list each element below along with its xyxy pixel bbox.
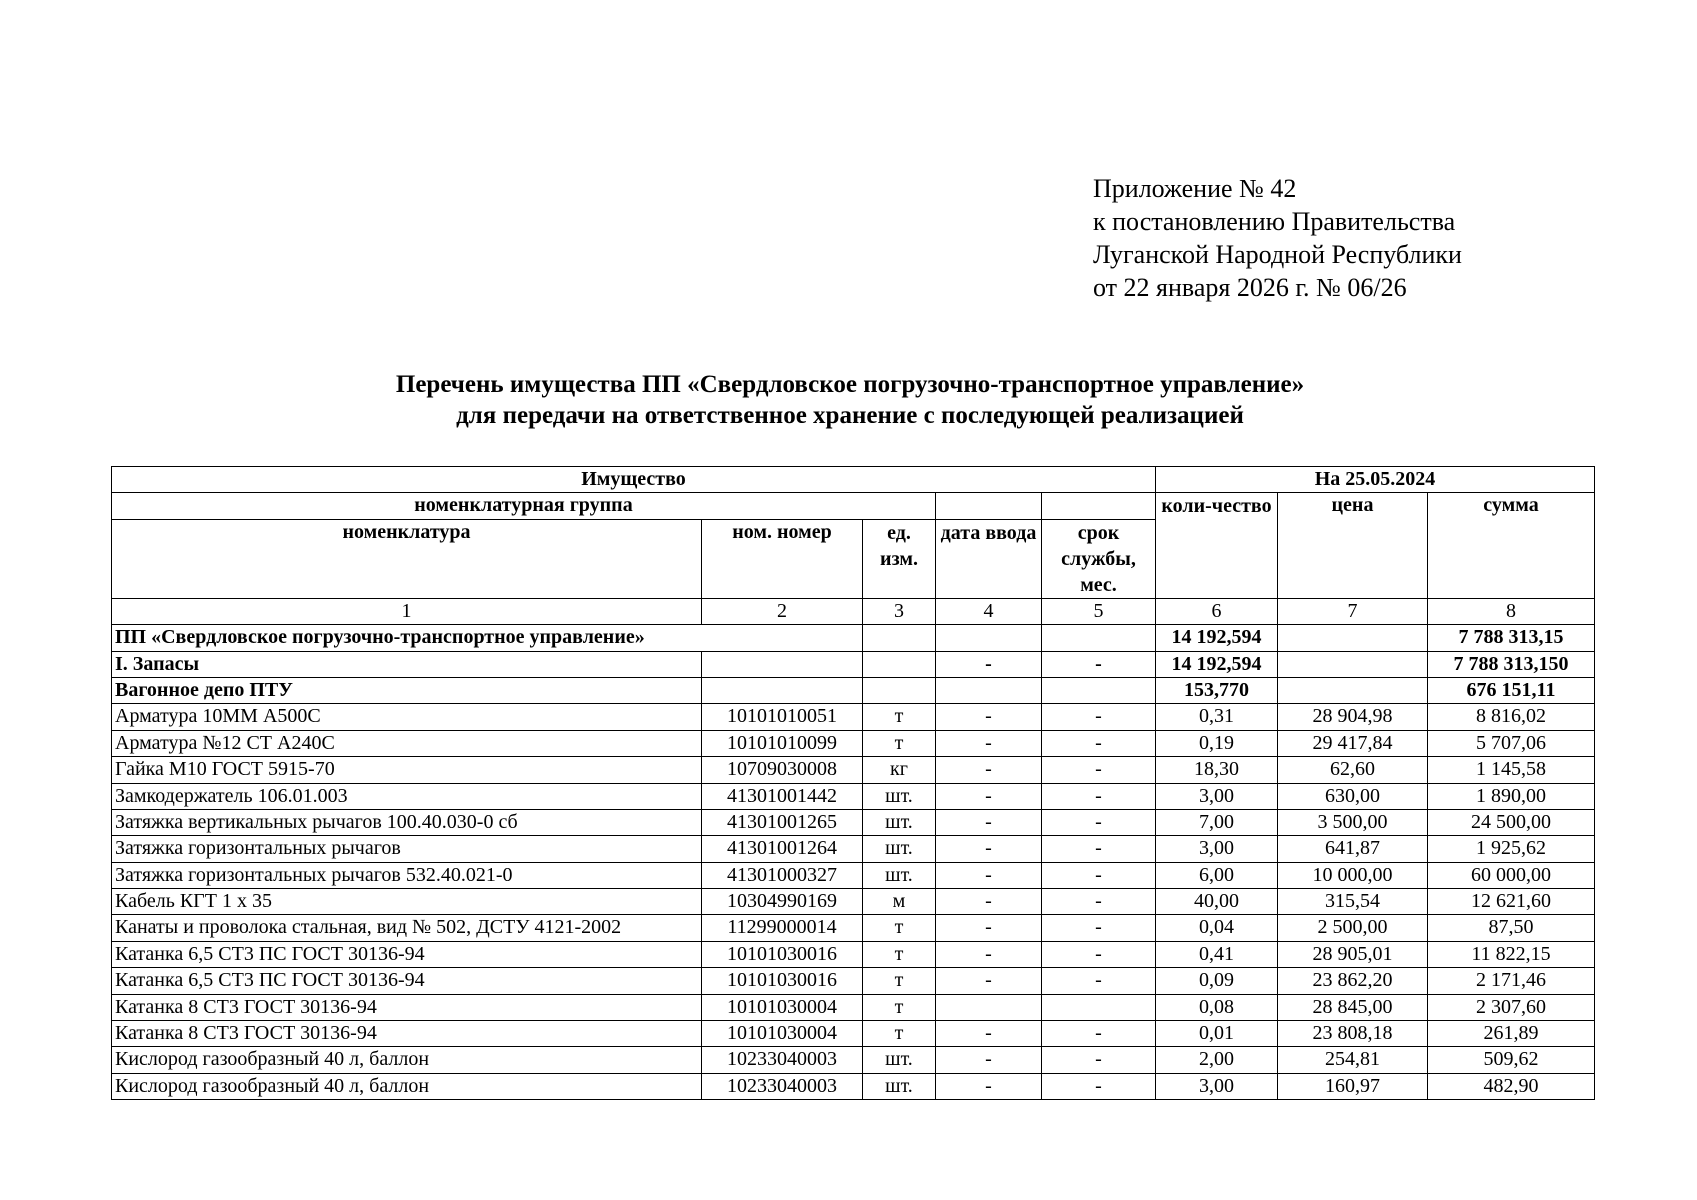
header-row-2 xyxy=(112,493,1595,519)
item-name: Арматура 10ММ А500С xyxy=(112,704,702,730)
header-qty: коли-чество xyxy=(1156,493,1278,598)
item-sum: 87,50 xyxy=(1428,915,1595,941)
document-title-line-2: для передачи на ответственное хранение с последующей реализацией xyxy=(456,402,1244,429)
item-service-life: - xyxy=(1042,889,1156,915)
item-qty: 0,08 xyxy=(1156,994,1278,1020)
item-qty: 0,04 xyxy=(1156,915,1278,941)
summary-date: - xyxy=(936,651,1042,677)
item-price: 2 500,00 xyxy=(1278,915,1428,941)
item-name: Затяжка вертикальных рычагов 100.40.030-0 сб xyxy=(112,809,702,835)
appendix-date: от 22 января 2026 г. № 06/26 xyxy=(1093,273,1407,302)
header-as-of: На 25.05.2024 xyxy=(1156,467,1595,493)
table-row xyxy=(112,968,1595,994)
table-row xyxy=(112,757,1595,783)
appendix-block xyxy=(1093,172,1462,304)
header-empty-cell xyxy=(1042,493,1156,519)
header-nom-group: номенклатурная группа xyxy=(112,493,936,519)
table-row xyxy=(112,836,1595,862)
item-sum: 509,62 xyxy=(1428,1047,1595,1073)
item-date-in: - xyxy=(936,730,1042,756)
item-unit: кг xyxy=(863,757,936,783)
item-price: 160,97 xyxy=(1278,1073,1428,1099)
item-sum: 482,90 xyxy=(1428,1073,1595,1099)
item-service-life: - xyxy=(1042,809,1156,835)
item-price: 254,81 xyxy=(1278,1047,1428,1073)
item-nom-number: 10101030004 xyxy=(702,994,863,1020)
item-sum: 1 925,62 xyxy=(1428,836,1595,862)
item-qty: 0,09 xyxy=(1156,968,1278,994)
summary-price xyxy=(1278,651,1428,677)
item-unit: т xyxy=(863,730,936,756)
summary-row-depot xyxy=(112,677,1595,703)
header-price: цена xyxy=(1278,493,1428,598)
summary-date xyxy=(936,625,1042,651)
item-service-life: - xyxy=(1042,1073,1156,1099)
item-price: 315,54 xyxy=(1278,889,1428,915)
item-date-in xyxy=(936,994,1042,1020)
item-name: Затяжка горизонтальных рычагов xyxy=(112,836,702,862)
item-date-in: - xyxy=(936,836,1042,862)
header-empty-cell xyxy=(936,493,1042,519)
item-price: 28 845,00 xyxy=(1278,994,1428,1020)
table-row xyxy=(112,994,1595,1020)
summary-qty: 153,770 xyxy=(1156,677,1278,703)
item-qty: 3,00 xyxy=(1156,783,1278,809)
item-name: Кислород газообразный 40 л, баллон xyxy=(112,1073,702,1099)
item-date-in: - xyxy=(936,968,1042,994)
summary-unit xyxy=(863,677,936,703)
table-row xyxy=(112,730,1595,756)
item-date-in: - xyxy=(936,809,1042,835)
table-row xyxy=(112,941,1595,967)
item-qty: 18,30 xyxy=(1156,757,1278,783)
item-date-in: - xyxy=(936,1073,1042,1099)
item-unit: м xyxy=(863,889,936,915)
item-qty: 3,00 xyxy=(1156,1073,1278,1099)
item-nom-number: 10101030016 xyxy=(702,968,863,994)
item-unit: шт. xyxy=(863,783,936,809)
item-sum: 8 816,02 xyxy=(1428,704,1595,730)
table-row xyxy=(112,704,1595,730)
item-qty: 0,31 xyxy=(1156,704,1278,730)
item-service-life xyxy=(1042,994,1156,1020)
item-qty: 40,00 xyxy=(1156,889,1278,915)
item-price: 3 500,00 xyxy=(1278,809,1428,835)
summary-unit xyxy=(863,651,936,677)
item-nom-number: 10101030016 xyxy=(702,941,863,967)
table-row xyxy=(112,862,1595,888)
item-unit: т xyxy=(863,968,936,994)
item-unit: т xyxy=(863,1021,936,1047)
item-name: Затяжка горизонтальных рычагов 532.40.021-0 xyxy=(112,862,702,888)
item-unit: т xyxy=(863,915,936,941)
header-nomenclature: номенклатура xyxy=(112,519,702,598)
table-row xyxy=(112,1073,1595,1099)
item-unit: шт. xyxy=(863,1047,936,1073)
item-nom-number: 10101010051 xyxy=(702,704,863,730)
column-number: 6 xyxy=(1156,598,1278,624)
table-row xyxy=(112,1047,1595,1073)
item-nom-number: 11299000014 xyxy=(702,915,863,941)
summary-row-stocks xyxy=(112,651,1595,677)
item-service-life: - xyxy=(1042,1021,1156,1047)
item-date-in: - xyxy=(936,1047,1042,1073)
item-price: 23 808,18 xyxy=(1278,1021,1428,1047)
summary-name: ПП «Свердловское погрузочно-транспортное управление» xyxy=(112,625,863,651)
item-name: Канаты и проволока стальная, вид № 502, ДСТУ 4121-2002 xyxy=(112,915,702,941)
item-date-in: - xyxy=(936,1021,1042,1047)
item-price: 641,87 xyxy=(1278,836,1428,862)
item-sum: 60 000,00 xyxy=(1428,862,1595,888)
summary-row-enterprise xyxy=(112,625,1595,651)
summary-name: Вагонное депо ПТУ xyxy=(112,677,702,703)
item-service-life: - xyxy=(1042,968,1156,994)
item-sum: 2 307,60 xyxy=(1428,994,1595,1020)
header-property: Имущество xyxy=(112,467,1156,493)
header-nom-number: ном. номер xyxy=(702,519,863,598)
item-name: Замкодержатель 106.01.003 xyxy=(112,783,702,809)
item-qty: 0,01 xyxy=(1156,1021,1278,1047)
summary-sum: 7 788 313,15 xyxy=(1428,625,1595,651)
item-price: 28 905,01 xyxy=(1278,941,1428,967)
summary-qty: 14 192,594 xyxy=(1156,651,1278,677)
appendix-republic: Луганской Народной Республики xyxy=(1093,240,1462,269)
item-nom-number: 41301001265 xyxy=(702,809,863,835)
summary-life xyxy=(1042,625,1156,651)
header-row-1 xyxy=(112,467,1595,493)
item-nom-number: 10101030004 xyxy=(702,1021,863,1047)
item-price: 29 417,84 xyxy=(1278,730,1428,756)
item-sum: 5 707,06 xyxy=(1428,730,1595,756)
item-name: Кабель КГТ 1 х 35 xyxy=(112,889,702,915)
item-date-in: - xyxy=(936,941,1042,967)
item-nom-number: 41301000327 xyxy=(702,862,863,888)
item-service-life: - xyxy=(1042,704,1156,730)
item-unit: шт. xyxy=(863,836,936,862)
header-date-in: дата ввода xyxy=(936,519,1042,598)
item-nom-number: 10101010099 xyxy=(702,730,863,756)
item-nom-number: 41301001264 xyxy=(702,836,863,862)
item-nom-number: 10304990169 xyxy=(702,889,863,915)
summary-name: I. Запасы xyxy=(112,651,702,677)
item-sum: 11 822,15 xyxy=(1428,941,1595,967)
item-name: Катанка 6,5 СТ3 ПС ГОСТ 30136-94 xyxy=(112,968,702,994)
header-unit: ед. изм. xyxy=(863,519,936,598)
item-unit: шт. xyxy=(863,809,936,835)
table-row xyxy=(112,889,1595,915)
summary-sum: 676 151,11 xyxy=(1428,677,1595,703)
item-unit: т xyxy=(863,994,936,1020)
column-number: 5 xyxy=(1042,598,1156,624)
summary-code xyxy=(702,651,863,677)
item-service-life: - xyxy=(1042,836,1156,862)
item-qty: 0,41 xyxy=(1156,941,1278,967)
item-sum: 24 500,00 xyxy=(1428,809,1595,835)
item-nom-number: 10233040003 xyxy=(702,1073,863,1099)
appendix-number: Приложение № 42 xyxy=(1093,174,1297,203)
column-number: 2 xyxy=(702,598,863,624)
item-price: 28 904,98 xyxy=(1278,704,1428,730)
summary-life xyxy=(1042,677,1156,703)
column-number: 8 xyxy=(1428,598,1595,624)
item-qty: 6,00 xyxy=(1156,862,1278,888)
summary-life: - xyxy=(1042,651,1156,677)
summary-price xyxy=(1278,625,1428,651)
item-nom-number: 10233040003 xyxy=(702,1047,863,1073)
summary-code xyxy=(702,677,863,703)
item-date-in: - xyxy=(936,704,1042,730)
item-service-life: - xyxy=(1042,1047,1156,1073)
column-number: 7 xyxy=(1278,598,1428,624)
item-qty: 7,00 xyxy=(1156,809,1278,835)
item-service-life: - xyxy=(1042,783,1156,809)
item-qty: 0,19 xyxy=(1156,730,1278,756)
item-date-in: - xyxy=(936,783,1042,809)
document-title xyxy=(100,369,1600,431)
item-sum: 1 145,58 xyxy=(1428,757,1595,783)
item-sum: 1 890,00 xyxy=(1428,783,1595,809)
column-number: 1 xyxy=(112,598,702,624)
item-price: 630,00 xyxy=(1278,783,1428,809)
item-unit: шт. xyxy=(863,862,936,888)
item-sum: 2 171,46 xyxy=(1428,968,1595,994)
item-name: Арматура №12 СТ А240С xyxy=(112,730,702,756)
item-name: Катанка 8 СТ3 ГОСТ 30136-94 xyxy=(112,994,702,1020)
document-title-line-1: Перечень имущества ПП «Свердловское погрузочно-транспортное управление» xyxy=(395,371,1305,398)
item-price: 23 862,20 xyxy=(1278,968,1428,994)
item-qty: 2,00 xyxy=(1156,1047,1278,1073)
column-number: 4 xyxy=(936,598,1042,624)
summary-price xyxy=(1278,677,1428,703)
header-service-life: срок службы, мес. xyxy=(1042,519,1156,598)
item-price: 62,60 xyxy=(1278,757,1428,783)
column-number-row xyxy=(112,598,1595,624)
item-service-life: - xyxy=(1042,757,1156,783)
table-row xyxy=(112,1021,1595,1047)
item-service-life: - xyxy=(1042,941,1156,967)
item-nom-number: 41301001442 xyxy=(702,783,863,809)
item-service-life: - xyxy=(1042,730,1156,756)
item-date-in: - xyxy=(936,757,1042,783)
item-date-in: - xyxy=(936,889,1042,915)
table-row xyxy=(112,809,1595,835)
item-qty: 3,00 xyxy=(1156,836,1278,862)
item-name: Гайка М10 ГОСТ 5915-70 xyxy=(112,757,702,783)
item-name: Катанка 8 СТ3 ГОСТ 30136-94 xyxy=(112,1021,702,1047)
summary-qty: 14 192,594 xyxy=(1156,625,1278,651)
item-sum: 12 621,60 xyxy=(1428,889,1595,915)
appendix-resolution: к постановлению Правительства xyxy=(1093,207,1456,236)
item-unit: т xyxy=(863,704,936,730)
item-unit: шт. xyxy=(863,1073,936,1099)
table-row xyxy=(112,783,1595,809)
table-row xyxy=(112,915,1595,941)
item-date-in: - xyxy=(936,915,1042,941)
header-sum: сумма xyxy=(1428,493,1595,598)
item-price: 10 000,00 xyxy=(1278,862,1428,888)
item-date-in: - xyxy=(936,862,1042,888)
property-table xyxy=(111,466,1595,1100)
item-unit: т xyxy=(863,941,936,967)
item-service-life: - xyxy=(1042,915,1156,941)
summary-sum: 7 788 313,150 xyxy=(1428,651,1595,677)
item-nom-number: 10709030008 xyxy=(702,757,863,783)
summary-unit xyxy=(863,625,936,651)
item-service-life: - xyxy=(1042,862,1156,888)
column-number: 3 xyxy=(863,598,936,624)
item-name: Катанка 6,5 СТ3 ПС ГОСТ 30136-94 xyxy=(112,941,702,967)
item-name: Кислород газообразный 40 л, баллон xyxy=(112,1047,702,1073)
item-sum: 261,89 xyxy=(1428,1021,1595,1047)
summary-date xyxy=(936,677,1042,703)
